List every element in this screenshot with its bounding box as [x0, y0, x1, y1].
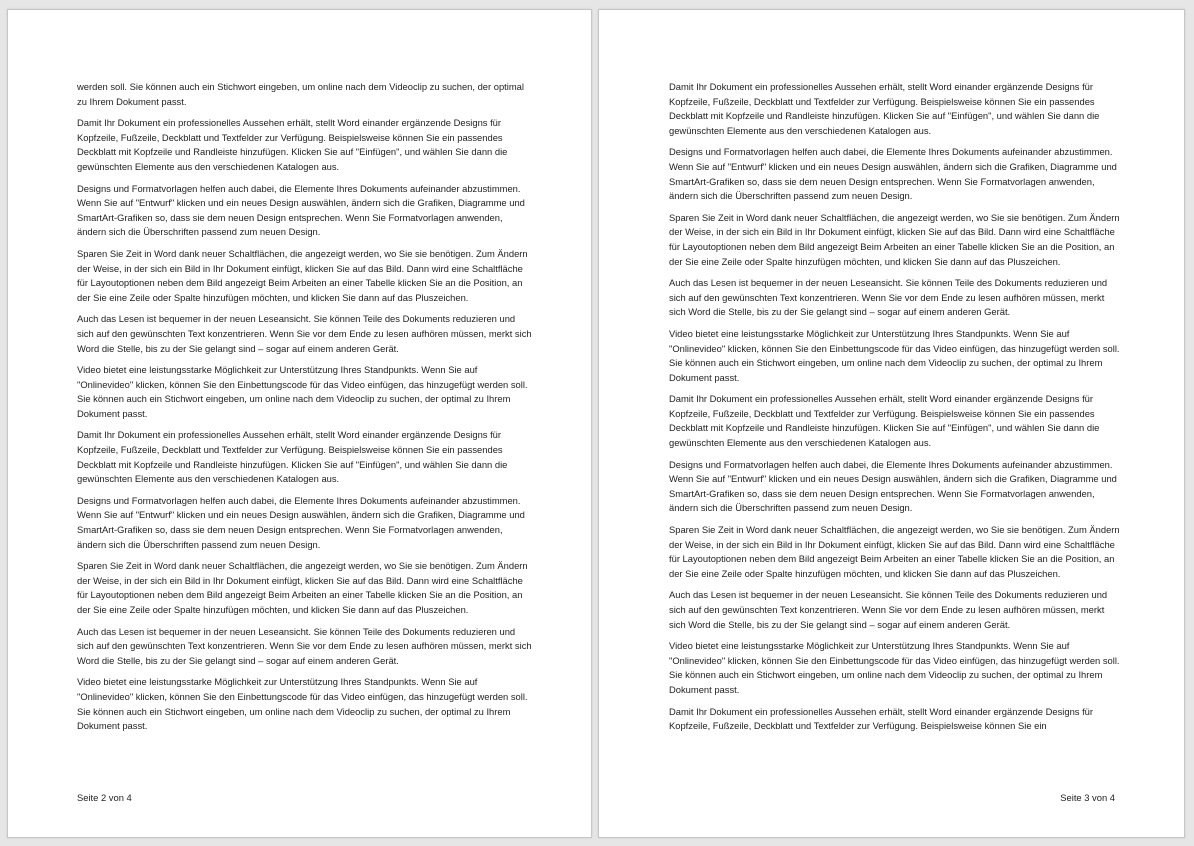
- paragraph: Video bietet eine leistungsstarke Möglichkeit zur Unterstützung Ihres Standpunkts. Wenn Sie auf "Onlinevideo" klicken, können Sie den Einbettungscode für das Video einfügen, das hinzugefügt werden soll. Sie können auch ein Stichwort eingeben, um online nach dem Videoclip zu suchen, der optimal zu Ihrem Dokument passt.: [77, 364, 528, 419]
- paragraph: Auch das Lesen ist bequemer in der neuen Leseansicht. Sie können Teile des Dokuments reduzieren und sich auf den gewünschten Text konzentrieren. Wenn Sie vor dem Ende zu lesen aufhören müssen, merkt sich Word die Stelle, bis zu der Sie gelangt sind – sogar auf einem anderen Gerät.: [669, 277, 1108, 318]
- page-body[interactable]: [669, 80, 1121, 741]
- paragraph: Designs und Formatvorlagen helfen auch dabei, die Elemente Ihres Dokuments aufeinander abzustimmen. Wenn Sie auf "Entwurf" klicken und ein neues Design auswählen, ändern sich die Grafiken, Diagramme und SmartArt-Grafiken so, dass sie dem neuen Design entsprechen. Wenn Sie Formatvorlagen anwenden, ändern sich die Überschriften passend zum neuen Design.: [669, 458, 1117, 514]
- paragraph: Auch das Lesen ist bequemer in der neuen Leseansicht. Sie können Teile des Dokuments reduzieren und sich auf den gewünschten Text konzentrieren. Wenn Sie vor dem Ende zu lesen aufhören müssen, merkt sich Word die Stelle, bis zu der Sie gelangt sind – sogar auf einem anderen Gerät.: [77, 625, 532, 666]
- page-number-footer: Seite 2 von 4: [77, 792, 132, 803]
- page-body[interactable]: [77, 80, 532, 741]
- paragraph: Video bietet eine leistungsstarke Möglichkeit zur Unterstützung Ihres Standpunkts. Wenn Sie auf "Onlinevideo" klicken, können Sie den Einbettungscode für das Video einfügen, das hinzugefügt werden soll. Sie können auch ein Stichwort eingeben, um online nach dem Videoclip zu suchen, der optimal zu Ihrem Dokument passt.: [77, 676, 528, 732]
- paragraph: Damit Ihr Dokument ein professionelles Aussehen erhält, stellt Word einander ergänzende Designs für Kopfzeile, Fußzeile, Deckblatt und Textfelder zur Verfügung. Beispielsweise können Sie ein passendes Deckblatt mit Kopfzeile und Randleiste hinzufügen. Klicken Sie auf "Einfügen", und wählen Sie dann die gewünschten Elemente aus den verschiedenen Katalogen aus.: [669, 81, 1100, 136]
- paragraph: Designs und Formatvorlagen helfen auch dabei, die Elemente Ihres Dokuments aufeinander abzustimmen. Wenn Sie auf "Entwurf" klicken und ein neues Design auswählen, ändern sich die Grafiken, Diagramme und SmartArt-Grafiken so, dass sie dem neuen Design entsprechen. Wenn Sie Formatvorlagen anwenden, ändern sich die Überschriften passend zum neuen Design.: [669, 146, 1117, 202]
- paragraph: Sparen Sie Zeit in Word dank neuer Schaltflächen, die angezeigt werden, wo Sie sie benötigen. Zum Ändern der Weise, in der sich ein Bild in Ihr Dokument einfügt, klicken Sie auf das Bild. Dann wird eine Schaltfläche für Layoutoptionen neben dem Bild angezeigt Beim Arbeiten an einer Tabelle klicken Sie an die Position, an der Sie eine Zeile oder Spalte hinzufügen möchten, und klicken Sie dann auf das Pluszeichen.: [669, 211, 1120, 267]
- paragraph: Video bietet eine leistungsstarke Möglichkeit zur Unterstützung Ihres Standpunkts. Wenn Sie auf "Onlinevideo" klicken, können Sie den Einbettungscode für das Video einfügen, das hinzugefügt werden soll. Sie können auch ein Stichwort eingeben, um online nach dem Videoclip zu suchen, der optimal zu Ihrem Dokument passt.: [669, 327, 1120, 383]
- page-3[interactable]: [598, 9, 1185, 838]
- paragraph: Damit Ihr Dokument ein professionelles Aussehen erhält, stellt Word einander ergänzende Designs für Kopfzeile, Fußzeile, Deckblatt und Textfelder zur Verfügung. Beispielsweise können Sie ein passendes Deckblatt mit Kopfzeile und Randleiste hinzufügen. Klicken Sie auf "Einfügen", und wählen Sie dann die gewünschten Elemente aus den verschiedenen Katalogen aus.: [77, 429, 508, 485]
- page-2[interactable]: [7, 9, 592, 838]
- paragraph: Sparen Sie Zeit in Word dank neuer Schaltflächen, die angezeigt werden, wo Sie sie benötigen. Zum Ändern der Weise, in der sich ein Bild in Ihr Dokument einfügt, klicken Sie auf das Bild. Dann wird eine Schaltfläche für Layoutoptionen neben dem Bild angezeigt Beim Arbeiten an einer Tabelle klicken Sie an die Position, an der Sie eine Zeile oder Spalte hinzufügen möchten, und klicken Sie dann auf das Pluszeichen.: [77, 560, 528, 615]
- paragraph: Designs und Formatvorlagen helfen auch dabei, die Elemente Ihres Dokuments aufeinander abzustimmen. Wenn Sie auf "Entwurf" klicken und ein neues Design auswählen, ändern sich die Grafiken, Diagramme und SmartArt-Grafiken so, dass sie dem neuen Design entsprechen. Wenn Sie Formatvorlagen anwenden, ändern sich die Überschriften passend zum neuen Design.: [77, 182, 525, 238]
- paragraph: Sparen Sie Zeit in Word dank neuer Schaltflächen, die angezeigt werden, wo Sie sie benötigen. Zum Ändern der Weise, in der sich ein Bild in Ihr Dokument einfügt, klicken Sie auf das Bild. Dann wird eine Schaltfläche für Layoutoptionen neben dem Bild angezeigt Beim Arbeiten an einer Tabelle klicken Sie an die Position, an der Sie eine Zeile oder Spalte hinzufügen möchten, und klicken Sie dann auf das Pluszeichen.: [77, 247, 528, 303]
- paragraph: werden soll. Sie können auch ein Stichwort eingeben, um online nach dem Videoclip zu suchen, der optimal zu Ihrem Dokument passt.: [77, 81, 524, 107]
- paragraph: Designs und Formatvorlagen helfen auch dabei, die Elemente Ihres Dokuments aufeinander abzustimmen. Wenn Sie auf "Entwurf" klicken und ein neues Design auswählen, ändern sich die Grafiken, Diagramme und SmartArt-Grafiken so, dass sie dem neuen Design entsprechen. Wenn Sie Formatvorlagen anwenden, ändern sich die Überschriften passend zum neuen Design.: [77, 494, 525, 550]
- paragraph: Damit Ihr Dokument ein professionelles Aussehen erhält, stellt Word einander ergänzende Designs für Kopfzeile, Fußzeile, Deckblatt und Textfelder zur Verfügung. Beispielsweise können Sie ein passendes Deckblatt mit Kopfzeile und Randleiste hinzufügen. Klicken Sie auf "Einfügen", und wählen Sie dann die gewünschten Elemente aus den verschiedenen Katalogen aus.: [77, 117, 508, 172]
- paragraph: Auch das Lesen ist bequemer in der neuen Leseansicht. Sie können Teile des Dokuments reduzieren und sich auf den gewünschten Text konzentrieren. Wenn Sie vor dem Ende zu lesen aufhören müssen, merkt sich Word die Stelle, bis zu der Sie gelangt sind – sogar auf einem anderen Gerät.: [669, 589, 1108, 630]
- paragraph: Damit Ihr Dokument ein professionelles Aussehen erhält, stellt Word einander ergänzende Designs für Kopfzeile, Fußzeile, Deckblatt und Textfelder zur Verfügung. Beispielsweise können Sie ein: [669, 705, 1094, 732]
- paragraph: Damit Ihr Dokument ein professionelles Aussehen erhält, stellt Word einander ergänzende Designs für Kopfzeile, Fußzeile, Deckblatt und Textfelder zur Verfügung. Beispielsweise können Sie ein passendes Deckblatt mit Kopfzeile und Randleiste hinzufügen. Klicken Sie auf "Einfügen", und wählen Sie dann die gewünschten Elemente aus den verschiedenen Katalogen aus.: [669, 393, 1100, 449]
- paragraph: Video bietet eine leistungsstarke Möglichkeit zur Unterstützung Ihres Standpunkts. Wenn Sie auf "Onlinevideo" klicken, können Sie den Einbettungscode für das Video einfügen, das hinzugefügt werden soll. Sie können auch ein Stichwort eingeben, um online nach dem Videoclip zu suchen, der optimal zu Ihrem Dokument passt.: [669, 640, 1120, 695]
- paragraph: Sparen Sie Zeit in Word dank neuer Schaltflächen, die angezeigt werden, wo Sie sie benötigen. Zum Ändern der Weise, in der sich ein Bild in Ihr Dokument einfügt, klicken Sie auf das Bild. Dann wird eine Schaltfläche für Layoutoptionen neben dem Bild angezeigt Beim Arbeiten an einer Tabelle klicken Sie an die Position, an der Sie eine Zeile oder Spalte hinzufügen möchten, und klicken Sie dann auf das Pluszeichen.: [669, 524, 1120, 579]
- page-number-footer: Seite 3 von 4: [1060, 792, 1115, 803]
- paragraph: Auch das Lesen ist bequemer in der neuen Leseansicht. Sie können Teile des Dokuments reduzieren und sich auf den gewünschten Text konzentrieren. Wenn Sie vor dem Ende zu lesen aufhören müssen, merkt sich Word die Stelle, bis zu der Sie gelangt sind – sogar auf einem anderen Gerät.: [77, 313, 532, 354]
